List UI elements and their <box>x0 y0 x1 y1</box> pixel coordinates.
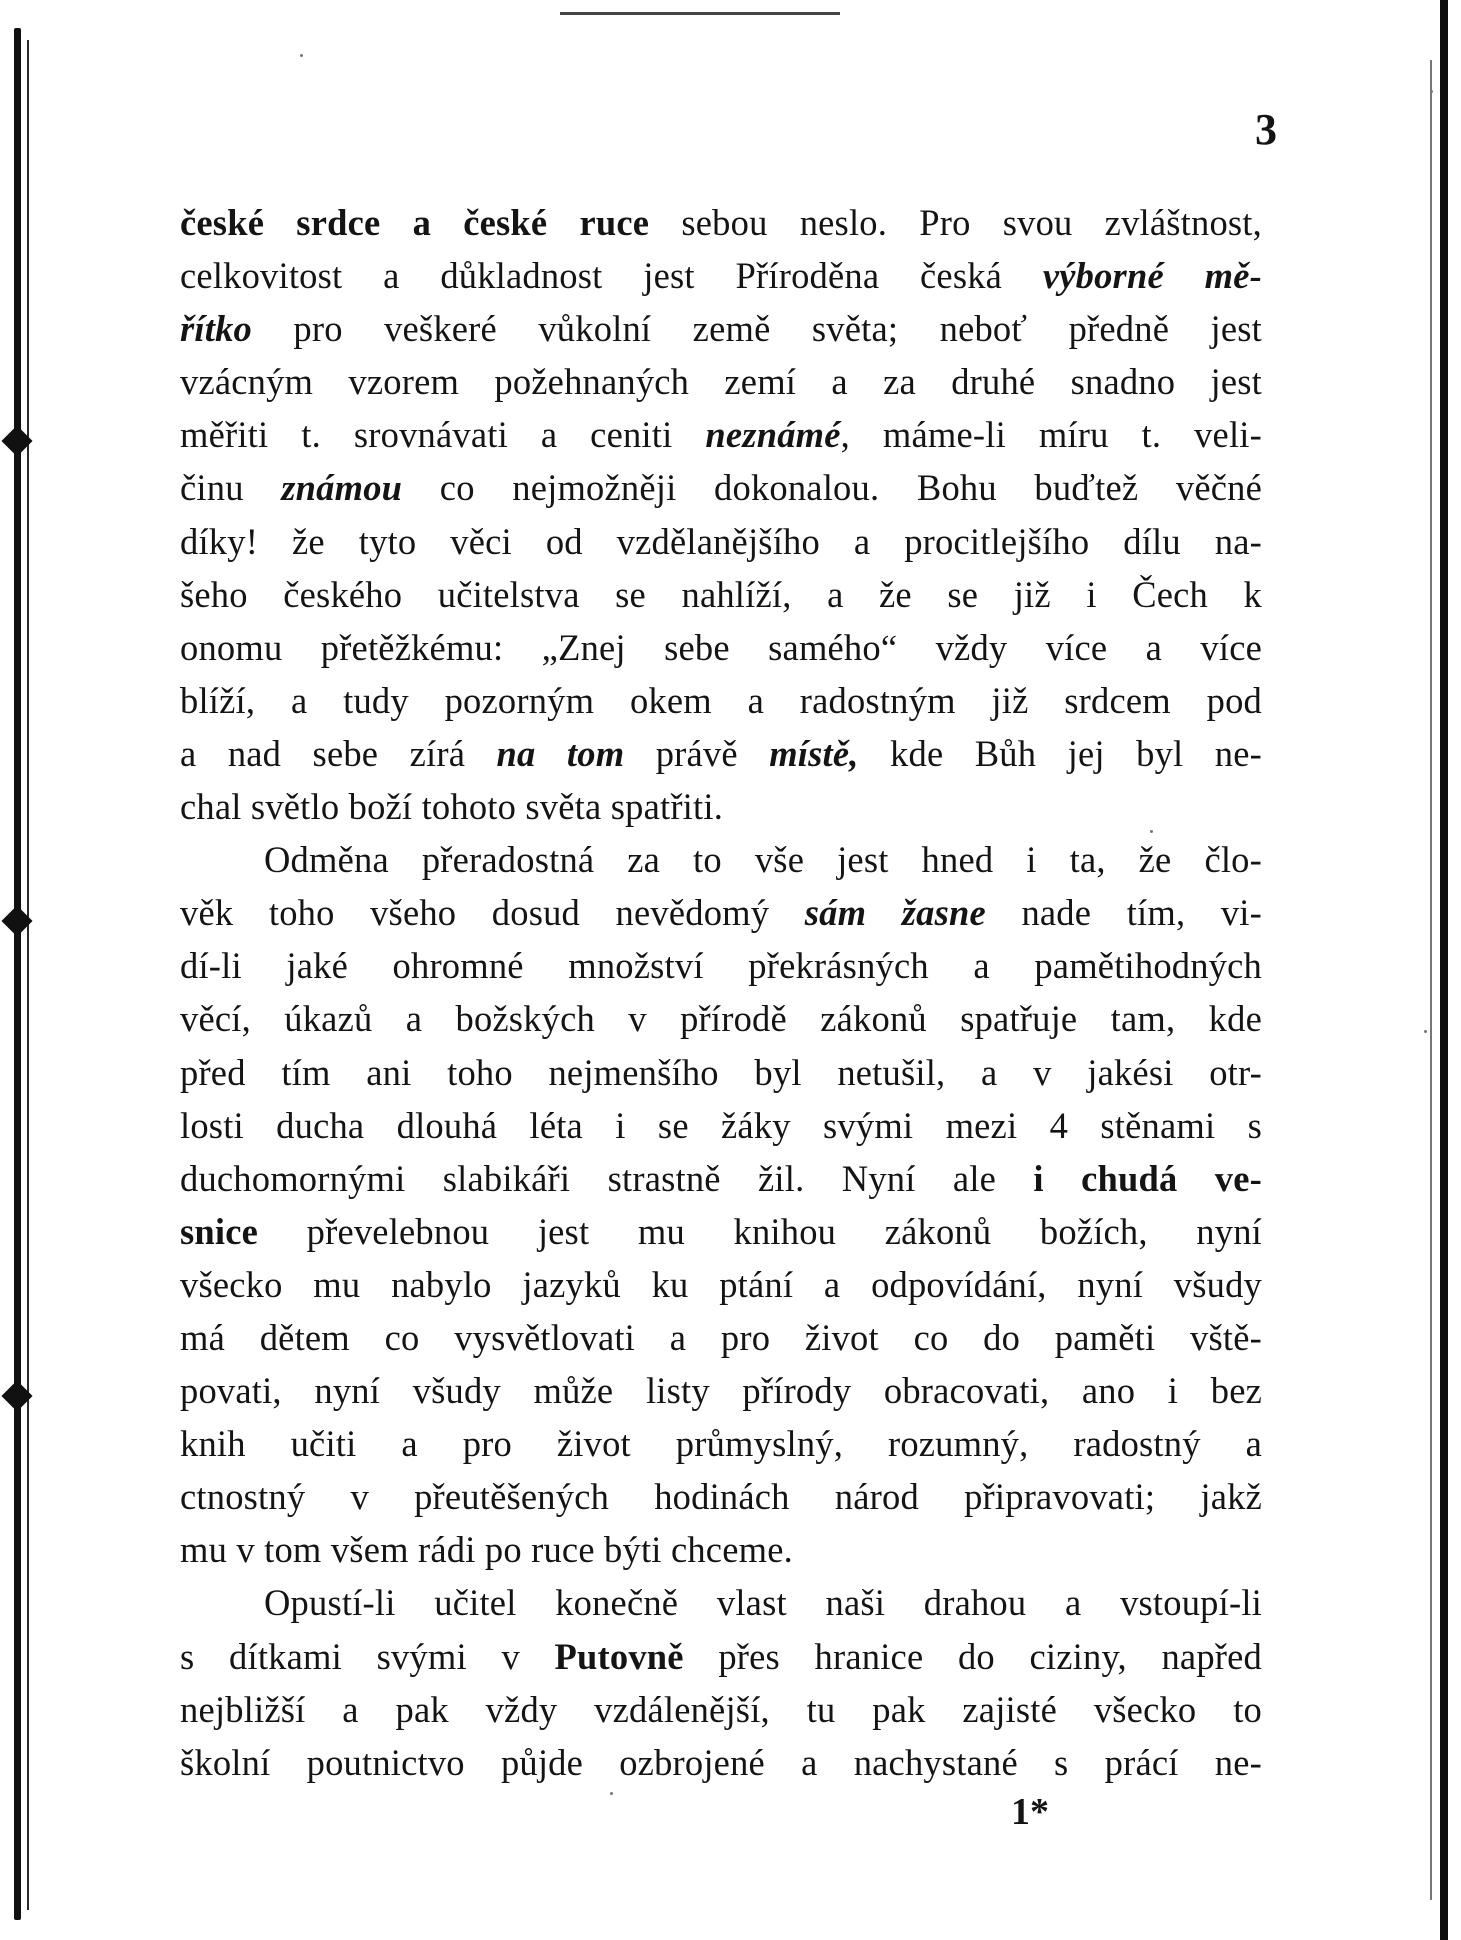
top-edge-rule <box>560 12 840 15</box>
text-segment: všecko mu nabylo jazyků ku ptání a odpovídání, nyní všudy <box>180 1263 1262 1305</box>
text-line <box>180 1523 1262 1576</box>
text-line <box>180 515 1262 568</box>
text-line <box>180 461 1262 514</box>
text-line <box>180 992 1262 1045</box>
emphasized-text: řítko <box>180 308 252 350</box>
text-segment: pro veškeré vůkolní země světa; neboť předně jest <box>252 308 1262 350</box>
text-segment: školní poutnictvo půjde ozbrojené a nachystané s prácí ne- <box>180 1741 1262 1783</box>
right-margin-line <box>1430 60 1432 1900</box>
text-segment: právě <box>624 732 770 774</box>
text-segment: ctnostný v přeutěšených hodinách národ připravovati; jakž <box>180 1476 1262 1518</box>
text-line <box>180 1630 1262 1683</box>
text-line <box>180 1205 1262 1258</box>
text-segment: co nejmožněji dokonalou. Bohu buďtež věčné <box>402 467 1262 509</box>
text-line <box>180 1736 1262 1789</box>
text-line <box>180 1470 1262 1523</box>
scan-speck <box>1424 1030 1427 1033</box>
text-segment: , máme-li míru t. veli- <box>840 414 1262 456</box>
emphasized-text: na tom <box>496 732 625 774</box>
emphasized-text: výborné mě- <box>1042 255 1262 297</box>
emphasized-text: sám žasne <box>804 892 986 934</box>
text-line <box>180 355 1262 408</box>
text-line <box>180 1046 1262 1099</box>
text-segment: měřiti t. srovnávati a ceniti <box>180 414 706 456</box>
emphasized-text: místě, <box>769 732 859 774</box>
text-segment: má dětem co vysvětlovati a pro život co do paměti vště- <box>180 1316 1262 1358</box>
text-line <box>180 249 1262 302</box>
text-segment: činu <box>180 467 282 509</box>
text-line <box>180 1152 1262 1205</box>
text-segment: Odměna přeradostná za to vše jest hned i ta, že člo- <box>264 839 1262 881</box>
text-segment: kde Bůh jej byl ne- <box>858 732 1262 774</box>
text-segment: šeho českého učitelstva se nahlíží, a že se již i Čech k <box>180 573 1262 615</box>
text-segment: duchomornými slabikáři strastně žil. Nyní ale <box>180 1157 1034 1199</box>
text-line <box>180 196 1262 249</box>
text-segment: blíží, a tudy pozorným okem a radostným již srdcem pod <box>180 679 1262 721</box>
text-line <box>180 1364 1262 1417</box>
scan-speck <box>1430 90 1433 93</box>
text-segment: chal světlo boží tohoto světa spatřiti. <box>180 786 724 828</box>
bold-text: Putovně <box>554 1635 684 1677</box>
text-segment: vzácným vzorem požehnaných zemí a za druhé snadno jest <box>180 361 1262 403</box>
text-line <box>180 833 1262 886</box>
text-segment: nejbližší a pak vždy vzdálenější, tu pak zajisté všecko to <box>180 1688 1262 1730</box>
text-line <box>180 780 1262 833</box>
text-segment: přes hranice do ciziny, napřed <box>683 1635 1262 1677</box>
text-segment: věcí, úkazů a božských v přírodě zákonů spatřuje tam, kde <box>180 998 1262 1040</box>
bold-text: snice <box>180 1210 259 1252</box>
text-segment: povati, nyní všudy může listy přírody obracovati, ano i bez <box>180 1370 1262 1412</box>
body-text <box>180 196 1262 1789</box>
text-line <box>180 1099 1262 1152</box>
text-segment: losti ducha dlouhá léta i se žáky svými mezi 4 stěnami s <box>180 1104 1262 1146</box>
text-line <box>180 302 1262 355</box>
text-line <box>180 886 1262 939</box>
text-line <box>180 1311 1262 1364</box>
text-segment: Opustí-li učitel konečně vlast naši drahou a vstoupí-li <box>264 1582 1262 1624</box>
text-line <box>180 939 1262 992</box>
text-segment: knih učiti a pro život průmyslný, rozumný, radostný a <box>180 1423 1262 1465</box>
scan-speck <box>300 54 303 57</box>
bold-text: české srdce a české ruce <box>180 202 650 243</box>
scan-speck <box>610 1792 613 1795</box>
text-line <box>180 568 1262 621</box>
text-line <box>180 1258 1262 1311</box>
text-segment: převelebnou jest mu knihou zákonů božích, nyní <box>258 1210 1262 1252</box>
text-segment: dí-li jaké ohromné množství překrásných a pamětihodných <box>180 945 1262 987</box>
page-number: 3 <box>1255 105 1278 154</box>
text-segment: onomu přetěžkému: „Znej sebe samého“ vždy více a více <box>180 626 1262 668</box>
text-segment: mu v tom všem rádi po ruce býti chceme. <box>180 1529 793 1571</box>
text-line <box>180 408 1262 461</box>
left-binding-edge <box>14 28 21 1920</box>
emphasized-text: známou <box>281 467 403 509</box>
text-segment: nade tím, vi- <box>985 892 1262 934</box>
text-segment: věk toho všeho dosud nevědomý <box>180 892 805 934</box>
text-segment: sebou neslo. Pro svou zvláštnost, <box>649 202 1262 243</box>
text-line <box>180 1683 1262 1736</box>
left-margin-line <box>27 40 29 1910</box>
text-segment: celkovitost a důkladnost jest Příroděna česká <box>180 255 1043 297</box>
text-line <box>180 621 1262 674</box>
text-line <box>180 674 1262 727</box>
text-line <box>180 1576 1262 1629</box>
right-page-edge <box>1440 0 1448 1940</box>
signature-mark: 1* <box>1011 1791 1049 1833</box>
text-segment: před tím ani toho nejmenšího byl netušil, a v jakési otr- <box>180 1051 1262 1093</box>
text-line <box>180 1417 1262 1470</box>
bold-text: i chudá ve- <box>1033 1157 1263 1199</box>
text-segment: s dítkami svými v <box>180 1635 555 1677</box>
text-line <box>180 727 1262 780</box>
text-segment: a nad sebe zírá <box>180 732 497 774</box>
text-segment: díky! že tyto věci od vzdělanějšího a procitlejšího dílu na- <box>180 520 1262 562</box>
emphasized-text: neznámé <box>705 414 841 456</box>
